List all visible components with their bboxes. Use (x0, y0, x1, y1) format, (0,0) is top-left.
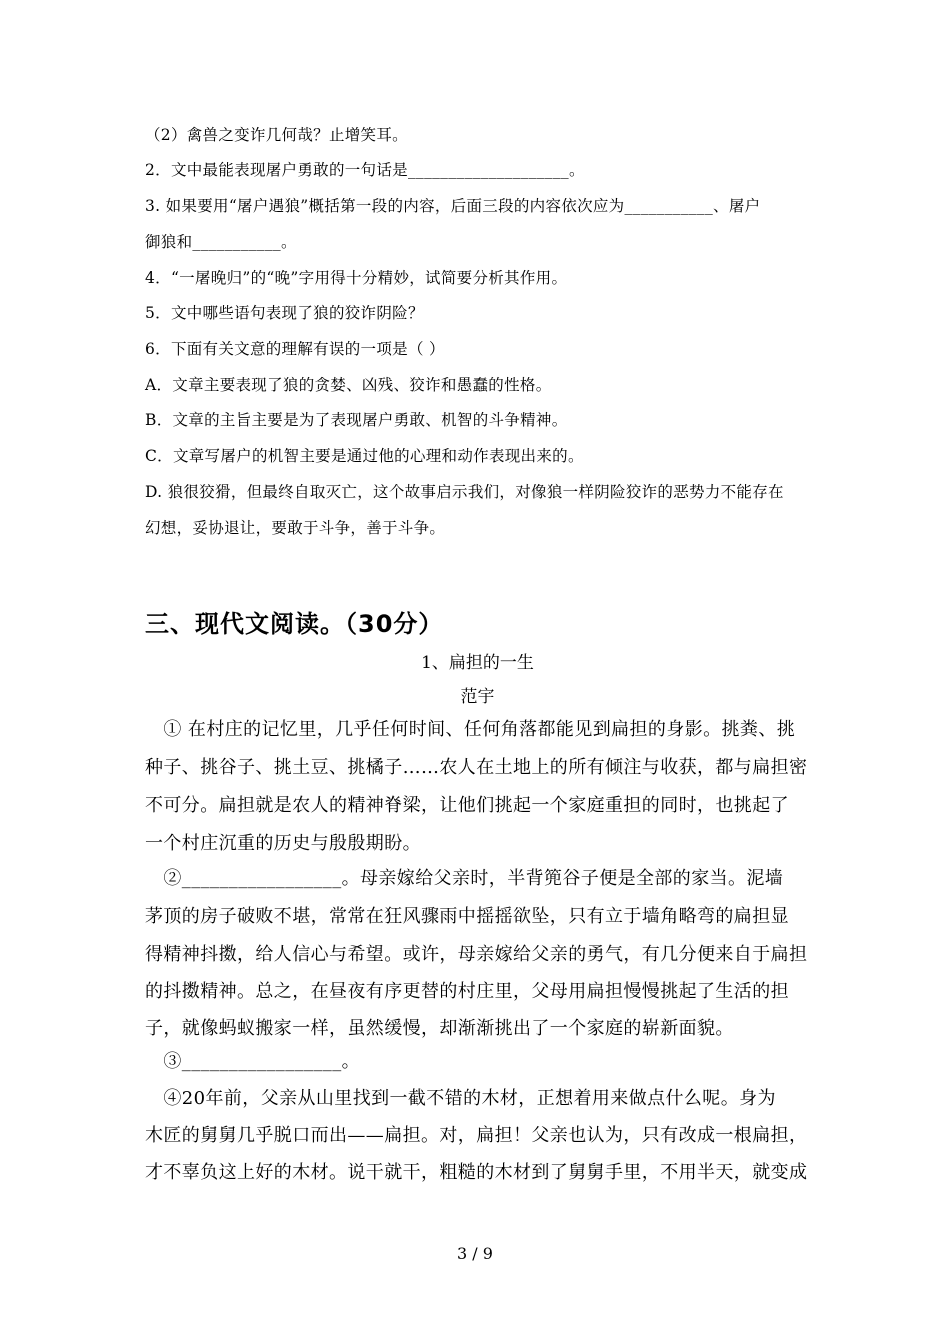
question-3-line-1: 3. 如果要用“屠户遇狼”概括第一段的内容，后面三段的内容依次应为___________、屠户 (145, 197, 761, 215)
essay-line: 一个村庄沉重的历史与殷殷期盼。 (145, 833, 421, 854)
option-c: C．文章写屠户的机智主要是通过他的心理和动作表现出来的。 (145, 447, 584, 465)
question-6: 6．下面有关文意的理解有误的一项是（ ） (145, 340, 445, 358)
essay-line: 得精神抖擞，给人信心与希望。或许，母亲嫁给父亲的勇气，有几分便来自于扁担 (145, 944, 808, 965)
essay-line: ① 在村庄的记忆里，几乎任何时间、任何角落都能见到扁担的身影。挑粪、挑 (145, 719, 796, 740)
option-b: B．文章的主旨主要是为了表现屠户勇敢、机智的斗争精神。 (145, 411, 568, 429)
question-2: 2．文中最能表现屠户勇敢的一句话是____________________。 (145, 161, 585, 179)
question-1-2: （2）禽兽之变诈几何哉？止增笑耳。 (145, 126, 408, 144)
option-a: A．文章主要表现了狼的贪婪、凶残、狡诈和愚蠢的性格。 (145, 376, 552, 394)
question-5: 5．文中哪些语句表现了狼的狡诈阴险？ (145, 304, 424, 322)
essay-author: 范宇 (460, 687, 495, 707)
essay-line: 子，就像蚂蚁搬家一样，虽然缓慢，却渐渐挑出了一个家庭的崭新面貌。 (145, 1018, 734, 1039)
essay-line: ④20年前，父亲从山里找到一截不错的木材，正想着用来做点什么呢。身为 (145, 1088, 776, 1109)
essay-line: 木匠的舅舅几乎脱口而出——扁担。对，扁担！父亲也认为，只有改成一根扁担， (145, 1125, 808, 1146)
essay-line: 茅顶的房子破败不堪，常常在狂风骤雨中摇摇欲坠，只有立于墙角略弯的扁担显 (145, 906, 789, 927)
question-4: 4．“一屠晚归”的“晚”字用得十分精妙，试简要分析其作用。 (145, 269, 568, 287)
section-heading: 三、现代文阅读。（30分） (145, 610, 444, 638)
essay-line: ②_________________。母亲嫁给父亲时，半背篼谷子便是全部的家当。泥墙 (145, 868, 784, 889)
essay-line: 才不辜负这上好的木材。说干就干，粗糙的木材到了舅舅手里，不用半天，就变成 (145, 1162, 808, 1183)
page-number: 3 / 9 (457, 1244, 493, 1263)
essay-line: 的抖擞精神。总之，在昼夜有序更替的村庄里，父母用扁担慢慢挑起了生活的担 (145, 981, 789, 1002)
question-3-line-2: 御狼和___________。 (145, 233, 297, 251)
essay-line: 不可分。扁担就是农人的精神脊梁，让他们挑起一个家庭重担的同时，也挑起了 (145, 795, 789, 816)
essay-title: 1、扁担的一生 (421, 653, 534, 673)
essay-line: ③_________________。 (145, 1051, 360, 1072)
option-d-line-2: 幻想，妥协退让，要敢于斗争，善于斗争。 (145, 519, 446, 537)
essay-line: 种子、挑谷子、挑土豆、挑橘子……农人在土地上的所有倾注与收获，都与扁担密 (145, 757, 808, 778)
option-d-line-1: D. 狼很狡猾，但最终自取灭亡，这个故事启示我们，对像狼一样阴险狡诈的恶势力不能存在 (145, 483, 784, 501)
